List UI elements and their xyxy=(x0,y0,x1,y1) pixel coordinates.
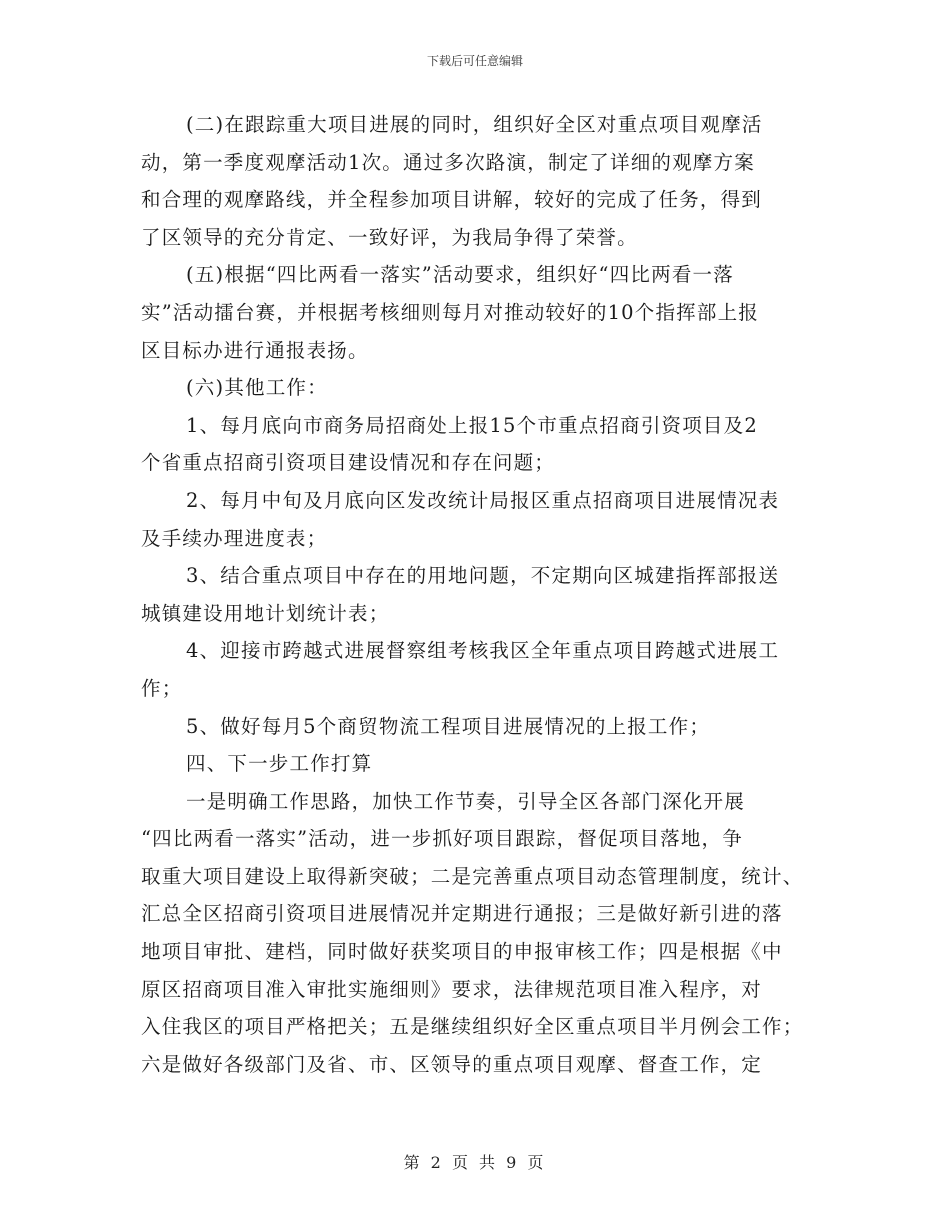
paragraph-line: 原区招商项目准入审批实施细则》要求，法律规范项目准入程序，对 xyxy=(141,977,763,1001)
paragraph-line: 六是做好各级部门及省、市、区领导的重点项目观摩、督查工作，定 xyxy=(141,1052,763,1076)
page-number-footer: 第 2 页 共 9 页 xyxy=(403,1153,547,1172)
paragraph-line: 动，第一季度观摩活动1次。通过多次路演，制定了详细的观摩方案 xyxy=(141,150,755,174)
paragraph-line: (五)根据“四比两看一落实”活动要求，组织好“四比两看一落 xyxy=(186,263,734,287)
paragraph-line: 一是明确工作思路，加快工作节奏，引导全区各部门深化开展 xyxy=(186,789,745,813)
section-heading: (六)其他工作： xyxy=(186,376,328,400)
list-item-line: 作； xyxy=(141,676,183,700)
paragraph-line: 区目标办进行通报表扬。 xyxy=(141,338,369,362)
paragraph-line: 了区领导的充分肯定、一致好评，为我局争得了荣誉。 xyxy=(141,225,638,249)
list-item-line: 5、做好每月5个商贸物流工程项目进展情况的上报工作； xyxy=(186,714,711,738)
page-header-note: 下载后可任意编辑 xyxy=(426,54,523,68)
list-item-line: 4、迎接市跨越式进展督察组考核我区全年重点项目跨越式进展工 xyxy=(186,639,780,663)
list-item-line: 城镇建设用地计划统计表； xyxy=(141,601,390,625)
paragraph-line: 和合理的观摩路线，并全程参加项目讲解，较好的完成了任务，得到 xyxy=(141,188,763,212)
paragraph-line: 汇总全区招商引资项目进展情况并定期进行通报；三是做好新引进的落 xyxy=(141,902,783,926)
paragraph-line: 实”活动擂台赛，并根据考核细则每月对推动较好的10个指挥部上报 xyxy=(141,300,759,324)
paragraph-line: 入住我区的项目严格把关；五是继续组织好全区重点项目半月例会工作； xyxy=(141,1015,804,1039)
list-item-line: 个省重点招商引资项目建设情况和存在问题； xyxy=(141,451,556,475)
paragraph-line: 地项目审批、建档，同时做好获奖项目的申报审核工作；四是根据《中 xyxy=(141,940,783,964)
paragraph-line: (二)在跟踪重大项目进展的同时，组织好全区对重点项目观摩活 xyxy=(186,113,763,136)
document-body xyxy=(141,106,821,1083)
list-item-line: 1、每月底向市商务局招商处上报15个市重点招商引资项目及2 xyxy=(186,413,758,437)
paragraph-line: “四比两看一落实”活动，进一步抓好项目跟踪，督促项目落地，争 xyxy=(141,827,743,851)
list-item-line: 及手续办理进度表； xyxy=(141,526,328,550)
list-item-line: 2、每月中旬及月底向区发改统计局报区重点招商项目进展情况表 xyxy=(186,488,780,512)
paragraph-line: 取重大项目建设上取得新突破；二是完善重点项目动态管理制度，统计、 xyxy=(141,864,804,888)
section-heading: 四、下一步工作打算 xyxy=(186,752,373,776)
list-item-line: 3、结合重点项目中存在的用地问题，不定期向区城建指挥部报送 xyxy=(186,564,780,588)
